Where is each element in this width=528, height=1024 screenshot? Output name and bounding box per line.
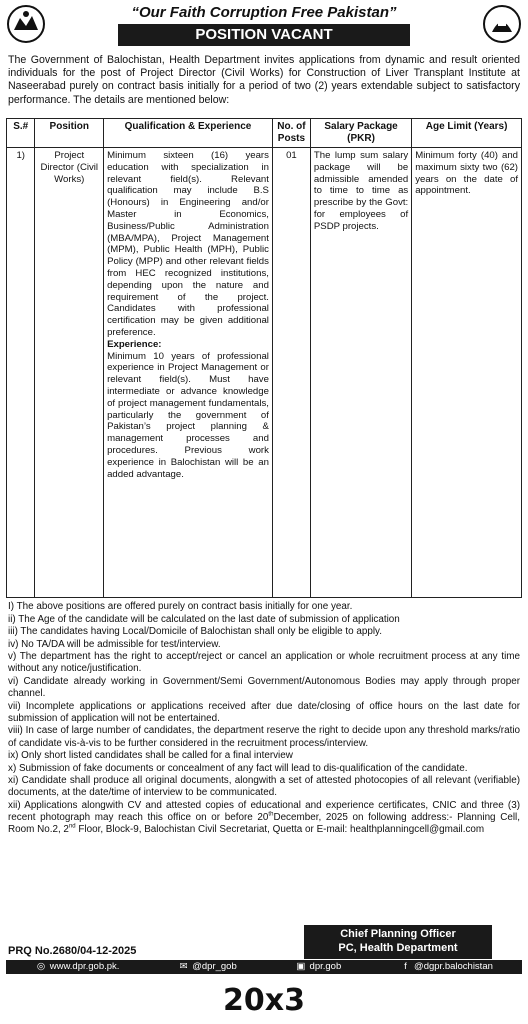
condition-item: vi) Candidate already working in Government/Semi Government/Autonomous Bodies may apply through proper channel. [8, 676, 520, 700]
signatory-title: Chief Planning Officer [340, 928, 456, 940]
website-link[interactable]: www.dpr.gob.pk. [49, 961, 120, 972]
superscript: th [268, 811, 274, 818]
header-salary: Salary Package (PKR) [310, 119, 411, 148]
ad-size-label: 20x3 [223, 983, 305, 1018]
experience-label: Experience: [107, 338, 162, 350]
cell-age: Minimum forty (40) and maximum sixty two (62) years on the date of appointment. [412, 148, 522, 598]
header [0, 0, 528, 54]
header-posts: No. of Posts [272, 119, 310, 148]
header-sno: S.# [7, 119, 35, 148]
condition-item: vii) Incomplete applications or applications received after due date/closing of office hours on the last date for submission of application will not be entertained. [8, 700, 520, 724]
social-strip [6, 960, 522, 974]
condition-item: ix) Only short listed candidates shall be called for a final interview [8, 750, 293, 762]
condition-item: viii) In case of large number of candidates, the department reserve the right to decide upon any threshold marks/ratio of candidate vis-à-vis to be further considered in the recruitment process/interview. [8, 725, 520, 749]
facebook-icon: f [404, 961, 407, 972]
dpr-emblem-icon [482, 4, 522, 44]
social-item [35, 960, 119, 974]
instagram-handle[interactable]: dpr.gob [309, 961, 342, 972]
social-item [399, 960, 492, 974]
signature-box [304, 925, 492, 959]
conditions-list [8, 601, 520, 837]
condition-item-application-address [8, 800, 520, 836]
balochistan-emblem-icon [6, 4, 46, 44]
cell-position: Project Director (Civil Works) [35, 148, 104, 598]
intro-paragraph: The Government of Balochistan, Health Department invites applications from dynamic and result oriented individuals for the post of Project Director (Civil Works) for Construction of Liver Transplant Institute at Naseerabad purely on contract basis initially for a period of two (2) years extendable subject to satisfactory performance. The details are mentioned below: [8, 54, 520, 106]
condition-item: ii) The Age of the candidate will be calculated on the last date of submission of application [8, 613, 400, 625]
table-header-row [7, 119, 522, 148]
condition-item: iv) No TA/DA will be admissible for test/interview. [8, 638, 221, 650]
condition-text: Floor, Block-9, Balochistan Civil Secretariat, Quetta or E-mail: healthplanningcell@gmail.com [75, 824, 485, 836]
vacancy-table [6, 118, 522, 598]
twitter-handle[interactable]: @dpr_gob [192, 961, 237, 972]
cell-sno: 1) [7, 148, 35, 598]
instagram-icon: ▣ [296, 961, 306, 972]
condition-item: I) The above positions are offered purely on contract basis initially for one year. [8, 601, 353, 612]
globe-icon: ◎ [36, 961, 46, 972]
condition-item: x) Submission of fake documents or concealment of any fact will lead to dis-qualification of the candidate. [8, 762, 468, 774]
header-qualification: Qualification & Experience [104, 119, 273, 148]
prq-number: PRQ No.2680/04-12-2025 [8, 945, 137, 957]
social-item [295, 960, 341, 974]
position-vacant-banner: POSITION VACANT [118, 24, 410, 46]
qualification-text: Minimum sixteen (16) years education with specialization in relevant field(s). Relevant qualification may include B.S (Honours) in Engineering and/or Master in Economics, Business/Public Administration (MBA/MPA), Project Management (MPM), Public Health (MPH), Public Policy (MPP) and other relevant fields from HEC recognized institutions, depending upon the nature and requirement of the project. Candidates with professional certification may be given additional preference. [107, 150, 269, 338]
experience-text: Minimum 10 years of professional experience in Project Management or relevant field(s). Must have intermediate or advance knowledge of project management fundamentals, particularly the government of Pakistan’s project planning & management processes and procedures. Previous work experience in Balochistan will be an added advantage. [107, 350, 269, 480]
header-position: Position [35, 119, 104, 148]
condition-item: xi) Candidate shall produce all original documents, alongwith a set of attested photocopies of all relevant (verifiable) documents, at the date/time of interview to be communicated. [8, 775, 520, 799]
twitter-icon: ✉ [179, 961, 188, 972]
table-row [7, 148, 522, 598]
cell-qualification [104, 148, 273, 598]
cell-salary: The lump sum salary package will be admissible amended to time to time as prescribe by the Govt: for employees of PSDP projects. [310, 148, 411, 598]
motto: “Our Faith Corruption Free Pakistan” [131, 4, 397, 21]
signatory-department: PC, Health Department [338, 942, 458, 954]
condition-text: xii) Applications alongwith CV and attested copies of educational and experience certificates, CNIC and three (3) recent photograph may reach this office on or before 20 [8, 800, 520, 824]
cell-posts: 01 [272, 148, 310, 598]
condition-item: v) The department has the right to accept/reject or cancel an application or whole recruitment process at any time without any notice/justification. [8, 651, 520, 675]
social-item [178, 960, 237, 974]
superscript: nd [68, 823, 76, 830]
condition-item: iii) The candidates having Local/Domicile of Balochistan shall only be eligible to apply. [8, 626, 382, 638]
condition-text: December, 2025 on following address:- Planning Cell, Room No.2, 2 [8, 812, 520, 836]
header-age: Age Limit (Years) [412, 119, 522, 148]
facebook-handle[interactable]: @dgpr.balochistan [414, 961, 493, 972]
